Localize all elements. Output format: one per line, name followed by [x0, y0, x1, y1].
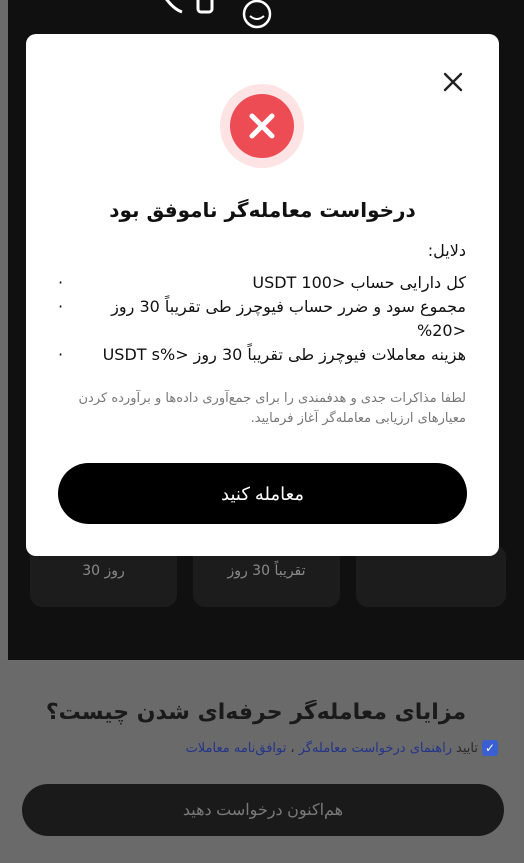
close-icon[interactable] — [439, 68, 467, 96]
reason-item — [56, 295, 466, 343]
reason-text: مجموع سود و ضرر حساب فیوچرز طی تقریباً 30 روز <20% — [111, 297, 466, 340]
reason-text: کل دارایی حساب <100 USDT — [252, 273, 466, 292]
apply-now-button[interactable]: هم‌اکنون درخواست دهید — [22, 784, 504, 836]
modal-title: درخواست معامله‌گر ناموفق بود — [109, 198, 416, 222]
background-illustration-icon — [150, 0, 290, 32]
application-failed-modal — [26, 34, 499, 556]
reason-item — [56, 271, 466, 295]
trader-guide-link[interactable]: راهنمای درخواست معامله‌گر — [298, 740, 453, 756]
reasons-section — [56, 239, 466, 367]
error-x-icon — [230, 94, 294, 158]
bullet: · — [58, 273, 64, 292]
stat-card-label: تقریباً 30 روز — [227, 563, 306, 579]
agree-prefix: تایید — [456, 740, 478, 756]
benefits-heading: مزایای معامله‌گر حرفه‌ای شدن چیست؟ — [45, 700, 467, 725]
reason-list — [56, 271, 466, 367]
stat-card-label: 30 روز — [82, 563, 125, 579]
agree-separator: ، — [290, 740, 295, 756]
bullet: · — [58, 345, 64, 364]
agreement-row — [186, 740, 498, 756]
bullet: · — [58, 297, 64, 316]
reasons-label: دلایل: — [427, 241, 466, 260]
error-icon-ring — [220, 84, 304, 168]
guidance-note: لطفا مذاکرات جدی و هدفمندی را برای جمع‌آوری داده‌ها و برآورده کردن معیارهای ارزیابی معامله‌گر آغاز فرمایید. — [78, 391, 466, 426]
reason-text: هزینه معاملات فیوچرز طی تقریباً 30 روز <%USDT s — [102, 345, 466, 364]
agree-checkbox[interactable]: ✓ — [482, 740, 498, 756]
reason-item — [56, 343, 466, 367]
trading-agreement-link[interactable]: توافق‌نامه معاملات — [185, 740, 287, 756]
trade-button[interactable]: معامله کنید — [58, 463, 467, 524]
